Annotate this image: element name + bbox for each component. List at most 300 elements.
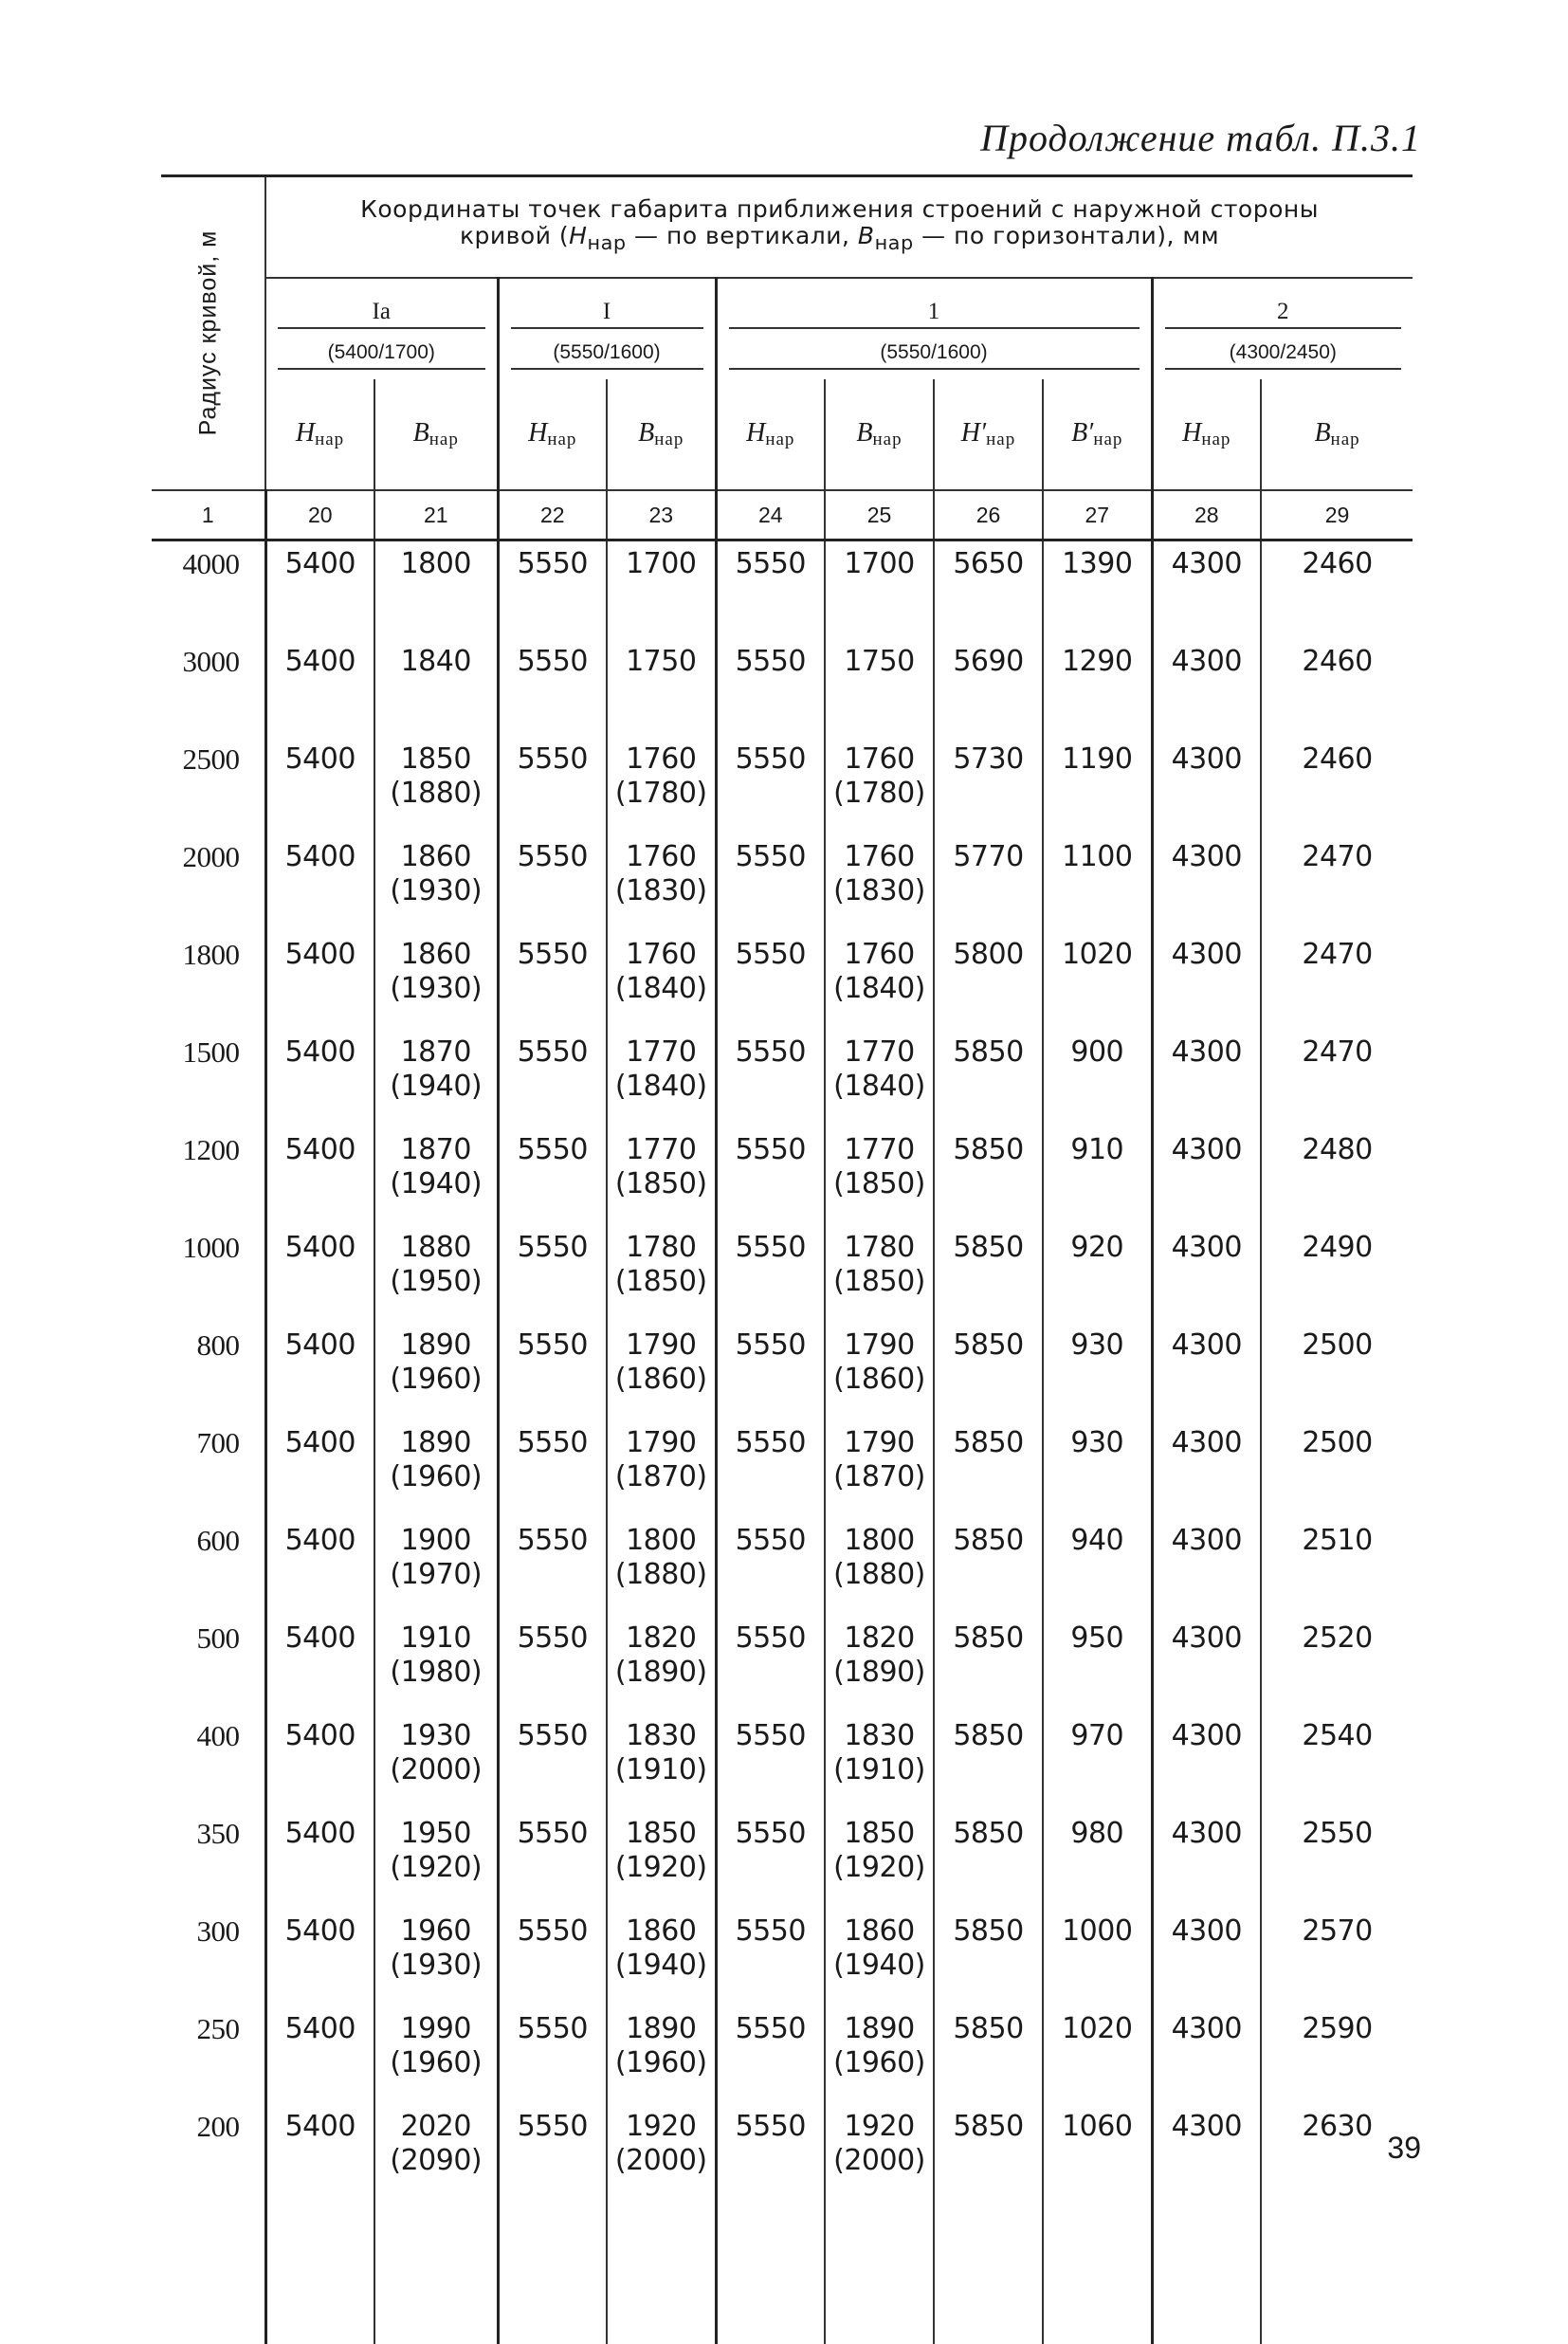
value-cell-24 <box>716 2006 825 2104</box>
value-cell-22 <box>498 1909 607 2006</box>
cell-value: 1020 <box>1044 2012 1151 2046</box>
cell-value: 5400 <box>267 547 374 581</box>
cell-value: 2550 <box>1262 1817 1413 1851</box>
cell-value: 5400 <box>267 1035 374 1070</box>
cell-value: 1500 <box>152 1035 240 1070</box>
value-cell-29 <box>1261 834 1413 932</box>
cell-value: 5550 <box>500 547 607 581</box>
value-cell-25 <box>825 834 934 932</box>
cell-value-parenthetical: (1930) <box>375 874 497 908</box>
cell-value: 2000 <box>152 840 240 874</box>
cell-value: 5690 <box>935 645 1042 679</box>
filler-cell <box>1043 2202 1152 2344</box>
cell-value: 2480 <box>1262 1133 1413 1167</box>
value-cell-24 <box>716 1713 825 1811</box>
value-cell-20 <box>265 1909 374 2006</box>
gauge-1a <box>265 333 498 379</box>
table-row <box>152 1323 1413 1420</box>
value-cell-26 <box>934 834 1043 932</box>
radius-cell <box>152 2104 265 2202</box>
cell-value: 1760 <box>608 742 715 777</box>
radius-cell <box>152 540 265 640</box>
cell-value: 1020 <box>1044 938 1151 972</box>
cell-value: 1860 <box>608 1914 715 1949</box>
filler-cell <box>374 2202 498 2344</box>
cell-value: 5550 <box>500 742 607 777</box>
value-cell-26 <box>934 1030 1043 1127</box>
cell-value: 5650 <box>935 547 1042 581</box>
cell-value-parenthetical: (2000) <box>375 1753 497 1787</box>
cell-value: 1760 <box>608 938 715 972</box>
cell-value-parenthetical: (1840) <box>608 1070 715 1104</box>
cell-value: 1760 <box>608 840 715 874</box>
cell-value: 5400 <box>267 742 374 777</box>
radius-cell <box>152 639 265 737</box>
cell-value: 5400 <box>267 2012 374 2046</box>
cell-value: 1820 <box>608 1621 715 1656</box>
cell-value: 1200 <box>152 1133 240 1167</box>
value-cell-28 <box>1152 1030 1261 1127</box>
cell-value: 1800 <box>826 1524 933 1558</box>
cell-value-parenthetical: (1870) <box>826 1460 933 1494</box>
coord-header-21: $B_{нар}$ <box>374 379 498 490</box>
cell-value-parenthetical: (1940) <box>375 1167 497 1201</box>
cell-value: 1850 <box>826 1817 933 1851</box>
value-cell-21 <box>374 1127 498 1225</box>
cell-value: 2570 <box>1262 1914 1413 1949</box>
filler-cell <box>265 2202 374 2344</box>
cell-value: 5850 <box>935 1231 1042 1265</box>
cell-value: 5400 <box>267 1524 374 1558</box>
cell-value: 1190 <box>1044 742 1151 777</box>
value-cell-26 <box>934 1127 1043 1225</box>
cell-value: 5550 <box>500 1328 607 1363</box>
value-cell-25 <box>825 1323 934 1420</box>
cell-value: 1870 <box>375 1035 497 1070</box>
value-cell-26 <box>934 737 1043 834</box>
col-number-21: 21 <box>374 490 498 540</box>
value-cell-28 <box>1152 1713 1261 1811</box>
radius-cell <box>152 1616 265 1713</box>
value-cell-25 <box>825 1616 934 1713</box>
cell-value: 1870 <box>375 1133 497 1167</box>
radius-cell <box>152 2006 265 2104</box>
value-cell-28 <box>1152 1518 1261 1616</box>
value-cell-28 <box>1152 1909 1261 2006</box>
cell-value: 5550 <box>718 645 825 679</box>
cell-value: 500 <box>152 1621 240 1656</box>
gauge-2 <box>1152 333 1413 379</box>
value-cell-23 <box>607 2104 716 2202</box>
cell-value-parenthetical: (1840) <box>826 1070 933 1104</box>
cell-value: 4300 <box>1154 2012 1261 2046</box>
value-cell-28 <box>1152 932 1261 1030</box>
cell-value-parenthetical: (1920) <box>375 1851 497 1885</box>
cell-value: 920 <box>1044 1231 1151 1265</box>
filler-cell <box>934 2202 1043 2344</box>
table-header <box>152 176 1413 540</box>
cell-value: 5400 <box>267 1621 374 1656</box>
value-cell-20 <box>265 1616 374 1713</box>
table-row <box>152 834 1413 932</box>
value-cell-26 <box>934 1811 1043 1909</box>
value-cell-29 <box>1261 1127 1413 1225</box>
value-cell-24 <box>716 737 825 834</box>
cell-value: 5550 <box>718 547 825 581</box>
radius-cell <box>152 834 265 932</box>
value-cell-25 <box>825 540 934 640</box>
cell-value: 2500 <box>152 742 240 777</box>
cell-value: 1790 <box>608 1426 715 1460</box>
cell-value: 4300 <box>1154 1719 1261 1753</box>
table-title-line1: Координаты точек габарита приближения строений с наружной стороны <box>360 195 1319 223</box>
cell-value: 5400 <box>267 840 374 874</box>
table-title-line2-a: кривой ( <box>460 222 569 249</box>
value-cell-22 <box>498 737 607 834</box>
cell-value-parenthetical: (1780) <box>826 777 933 811</box>
cell-value: 1700 <box>826 547 933 581</box>
value-cell-27 <box>1043 1127 1152 1225</box>
value-cell-22 <box>498 1420 607 1518</box>
cell-value: 5850 <box>935 1035 1042 1070</box>
value-cell-20 <box>265 1420 374 1518</box>
cell-value: 1790 <box>826 1426 933 1460</box>
cell-value: 5850 <box>935 1426 1042 1460</box>
col-number-23: 23 <box>607 490 716 540</box>
cell-value-parenthetical: (1830) <box>608 874 715 908</box>
value-cell-25 <box>825 1811 934 1909</box>
value-cell-26 <box>934 1518 1043 1616</box>
cell-value-parenthetical: (1960) <box>608 2046 715 2080</box>
cell-value: 5550 <box>500 1621 607 1656</box>
cell-value: 5850 <box>935 1914 1042 1949</box>
value-cell-25 <box>825 1713 934 1811</box>
value-cell-28 <box>1152 2006 1261 2104</box>
cell-value: 250 <box>152 2012 240 2046</box>
cell-value: 1830 <box>826 1719 933 1753</box>
cell-value: 1780 <box>826 1231 933 1265</box>
value-cell-25 <box>825 1420 934 1518</box>
cell-value-parenthetical: (1850) <box>608 1167 715 1201</box>
cell-value: 1800 <box>375 547 497 581</box>
value-cell-24 <box>716 1225 825 1323</box>
cell-value: 4300 <box>1154 1035 1261 1070</box>
cell-value: 1790 <box>826 1328 933 1363</box>
value-cell-21 <box>374 1713 498 1811</box>
value-cell-21 <box>374 1616 498 1713</box>
value-cell-20 <box>265 737 374 834</box>
cell-value: 1750 <box>608 645 715 679</box>
cell-value: 2490 <box>1262 1231 1413 1265</box>
value-cell-29 <box>1261 1713 1413 1811</box>
value-cell-28 <box>1152 1420 1261 1518</box>
cell-value: 940 <box>1044 1524 1151 1558</box>
cell-value: 1000 <box>1044 1914 1151 1949</box>
cell-value: 5550 <box>500 1035 607 1070</box>
radius-cell <box>152 1225 265 1323</box>
value-cell-26 <box>934 932 1043 1030</box>
cell-value-parenthetical: (1920) <box>826 1851 933 1885</box>
coord-header-22: $H_{нар}$ <box>498 379 607 490</box>
value-cell-23 <box>607 1030 716 1127</box>
value-cell-20 <box>265 932 374 1030</box>
table-filler-row <box>152 2202 1413 2344</box>
cell-value: 2470 <box>1262 840 1413 874</box>
cell-value: 2630 <box>1262 2110 1413 2144</box>
value-cell-29 <box>1261 932 1413 1030</box>
table-row <box>152 1909 1413 2006</box>
cell-value: 5400 <box>267 1719 374 1753</box>
cell-value: 2470 <box>1262 938 1413 972</box>
cell-value: 5550 <box>500 1231 607 1265</box>
value-cell-20 <box>265 1127 374 1225</box>
col-number-27: 27 <box>1043 490 1152 540</box>
cell-value: 5550 <box>718 1035 825 1070</box>
value-cell-28 <box>1152 737 1261 834</box>
cell-value: 1890 <box>375 1328 497 1363</box>
cell-value-parenthetical: (1870) <box>608 1460 715 1494</box>
value-cell-20 <box>265 1225 374 1323</box>
cell-value-parenthetical: (1960) <box>375 1460 497 1494</box>
h-sub: нар <box>587 231 626 254</box>
col-number-29: 29 <box>1261 490 1413 540</box>
col-number-20: 20 <box>265 490 374 540</box>
col-number-25: 25 <box>825 490 934 540</box>
value-cell-21 <box>374 737 498 834</box>
table-title-line2-c: — по горизонтали), мм <box>914 222 1219 249</box>
cell-value: 1100 <box>1044 840 1151 874</box>
radius-header-label: Радиус кривой, м <box>194 230 222 436</box>
cell-value: 5800 <box>935 938 1042 972</box>
value-cell-21 <box>374 1030 498 1127</box>
radius-cell <box>152 1518 265 1616</box>
gauge-I <box>498 333 716 379</box>
cell-value: 5550 <box>718 1817 825 1851</box>
value-cell-29 <box>1261 1030 1413 1127</box>
cell-value-parenthetical: (1980) <box>375 1656 497 1690</box>
col-number-28: 28 <box>1152 490 1261 540</box>
coord-header-26: $H'_{нар}$ <box>934 379 1043 490</box>
value-cell-28 <box>1152 1323 1261 1420</box>
value-cell-29 <box>1261 540 1413 640</box>
value-cell-28 <box>1152 1811 1261 1909</box>
cell-value: 1820 <box>826 1621 933 1656</box>
cell-value: 1790 <box>608 1328 715 1363</box>
cell-value: 3000 <box>152 645 240 679</box>
value-cell-22 <box>498 1518 607 1616</box>
cell-value: 1760 <box>826 938 933 972</box>
cell-value-parenthetical: (1830) <box>826 874 933 908</box>
cell-value: 2460 <box>1262 547 1413 581</box>
cell-value-parenthetical: (1860) <box>826 1363 933 1397</box>
cell-value: 4300 <box>1154 840 1261 874</box>
table-row <box>152 1030 1413 1127</box>
value-cell-28 <box>1152 1616 1261 1713</box>
h-symbol: H <box>569 222 587 249</box>
value-cell-23 <box>607 2006 716 2104</box>
value-cell-22 <box>498 2104 607 2202</box>
value-cell-25 <box>825 1127 934 1225</box>
cell-value: 4300 <box>1154 938 1261 972</box>
radius-cell <box>152 1323 265 1420</box>
group-header-1 <box>716 278 1152 333</box>
value-cell-22 <box>498 1323 607 1420</box>
table-row <box>152 1127 1413 1225</box>
table-row <box>152 2006 1413 2104</box>
value-cell-24 <box>716 639 825 737</box>
cell-value: 4300 <box>1154 1328 1261 1363</box>
cell-value: 5850 <box>935 1719 1042 1753</box>
cell-value: 1750 <box>826 645 933 679</box>
value-cell-27 <box>1043 540 1152 640</box>
value-cell-21 <box>374 1518 498 1616</box>
cell-value: 1990 <box>375 2012 497 2046</box>
cell-value: 5850 <box>935 2012 1042 2046</box>
value-cell-24 <box>716 1811 825 1909</box>
cell-value: 5400 <box>267 1817 374 1851</box>
value-cell-22 <box>498 1616 607 1713</box>
table-row <box>152 2104 1413 2202</box>
cell-value: 5400 <box>267 938 374 972</box>
cell-value: 5550 <box>718 1621 825 1656</box>
coord-header-25: $B_{нар}$ <box>825 379 934 490</box>
radius-header <box>152 176 265 490</box>
gauge-label: (5550/1600) <box>729 341 1140 370</box>
cell-value-parenthetical: (1880) <box>826 1558 933 1592</box>
value-cell-27 <box>1043 1518 1152 1616</box>
cell-value: 1770 <box>826 1133 933 1167</box>
value-cell-28 <box>1152 1127 1261 1225</box>
b-sub: нар <box>875 231 914 254</box>
value-cell-27 <box>1043 1030 1152 1127</box>
cell-value: 1960 <box>375 1914 497 1949</box>
coord-header-23: $B_{нар}$ <box>607 379 716 490</box>
value-cell-28 <box>1152 2104 1261 2202</box>
cell-value: 1860 <box>826 1914 933 1949</box>
cell-value: 5550 <box>718 1328 825 1363</box>
cell-value: 4300 <box>1154 1133 1261 1167</box>
cell-value: 5550 <box>718 1231 825 1265</box>
value-cell-26 <box>934 1909 1043 2006</box>
cell-value: 1850 <box>375 742 497 777</box>
value-cell-24 <box>716 2104 825 2202</box>
cell-value: 300 <box>152 1914 240 1949</box>
cell-value: 5400 <box>267 2110 374 2144</box>
radius-cell <box>152 1713 265 1811</box>
table-row <box>152 1420 1413 1518</box>
value-cell-26 <box>934 1420 1043 1518</box>
cell-value-parenthetical: (1940) <box>608 1949 715 1983</box>
value-cell-23 <box>607 1909 716 2006</box>
filler-cell <box>498 2202 607 2344</box>
cell-value: 5550 <box>500 1719 607 1753</box>
cell-value: 5550 <box>718 1524 825 1558</box>
value-cell-21 <box>374 932 498 1030</box>
value-cell-24 <box>716 1616 825 1713</box>
cell-value: 5400 <box>267 1426 374 1460</box>
cell-value: 2500 <box>1262 1426 1413 1460</box>
cell-value-parenthetical: (1910) <box>608 1753 715 1787</box>
cell-value: 5550 <box>718 1133 825 1167</box>
table-row <box>152 1225 1413 1323</box>
value-cell-21 <box>374 1420 498 1518</box>
radius-cell <box>152 1420 265 1518</box>
cell-value: 1290 <box>1044 645 1151 679</box>
cell-value-parenthetical: (1950) <box>375 1265 497 1299</box>
cell-value-parenthetical: (1920) <box>608 1851 715 1885</box>
value-cell-21 <box>374 1225 498 1323</box>
cell-value: 1920 <box>826 2110 933 2144</box>
value-cell-23 <box>607 834 716 932</box>
value-cell-21 <box>374 1323 498 1420</box>
value-cell-22 <box>498 932 607 1030</box>
cell-value: 4000 <box>152 547 240 581</box>
value-cell-29 <box>1261 1909 1413 2006</box>
cell-value: 2460 <box>1262 742 1413 777</box>
value-cell-24 <box>716 932 825 1030</box>
value-cell-22 <box>498 1225 607 1323</box>
table-continuation-caption: Продолжение табл. П.3.1 <box>980 116 1421 160</box>
cell-value-parenthetical: (1850) <box>826 1265 933 1299</box>
coord-header-28: $H_{нар}$ <box>1152 379 1261 490</box>
value-cell-29 <box>1261 1811 1413 1909</box>
cell-value: 5550 <box>718 1914 825 1949</box>
cell-value-parenthetical: (2000) <box>608 2144 715 2178</box>
value-cell-24 <box>716 834 825 932</box>
value-cell-27 <box>1043 834 1152 932</box>
value-cell-24 <box>716 540 825 640</box>
radius-cell <box>152 1909 265 2006</box>
cell-value: 4300 <box>1154 547 1261 581</box>
cell-value: 1390 <box>1044 547 1151 581</box>
value-cell-23 <box>607 540 716 640</box>
col-number-1: 1 <box>152 490 265 540</box>
cell-value: 4300 <box>1154 742 1261 777</box>
cell-value: 930 <box>1044 1328 1151 1363</box>
cell-value: 5550 <box>718 1719 825 1753</box>
coord-header-20: $H_{нар}$ <box>265 379 374 490</box>
cell-value: 5850 <box>935 1133 1042 1167</box>
cell-value-parenthetical: (1880) <box>608 1558 715 1592</box>
value-cell-25 <box>825 639 934 737</box>
cell-value: 4300 <box>1154 1426 1261 1460</box>
value-cell-20 <box>265 2006 374 2104</box>
cell-value: 5550 <box>500 840 607 874</box>
value-cell-27 <box>1043 1616 1152 1713</box>
table-row <box>152 737 1413 834</box>
radius-cell <box>152 737 265 834</box>
cell-value: 5400 <box>267 1133 374 1167</box>
value-cell-24 <box>716 1909 825 2006</box>
value-cell-29 <box>1261 1616 1413 1713</box>
filler-cell <box>607 2202 716 2344</box>
cell-value-parenthetical: (1930) <box>375 972 497 1006</box>
value-cell-23 <box>607 1811 716 1909</box>
cell-value: 800 <box>152 1328 240 1363</box>
cell-value: 930 <box>1044 1426 1151 1460</box>
cell-value: 2500 <box>1262 1328 1413 1363</box>
value-cell-20 <box>265 1030 374 1127</box>
value-cell-25 <box>825 1030 934 1127</box>
cell-value: 5550 <box>500 1133 607 1167</box>
cell-value: 2460 <box>1262 645 1413 679</box>
table-row <box>152 1713 1413 1811</box>
cell-value-parenthetical: (1890) <box>608 1656 715 1690</box>
gauge-label: (4300/2450) <box>1165 341 1402 370</box>
value-cell-25 <box>825 932 934 1030</box>
value-cell-26 <box>934 1225 1043 1323</box>
value-cell-26 <box>934 1323 1043 1420</box>
